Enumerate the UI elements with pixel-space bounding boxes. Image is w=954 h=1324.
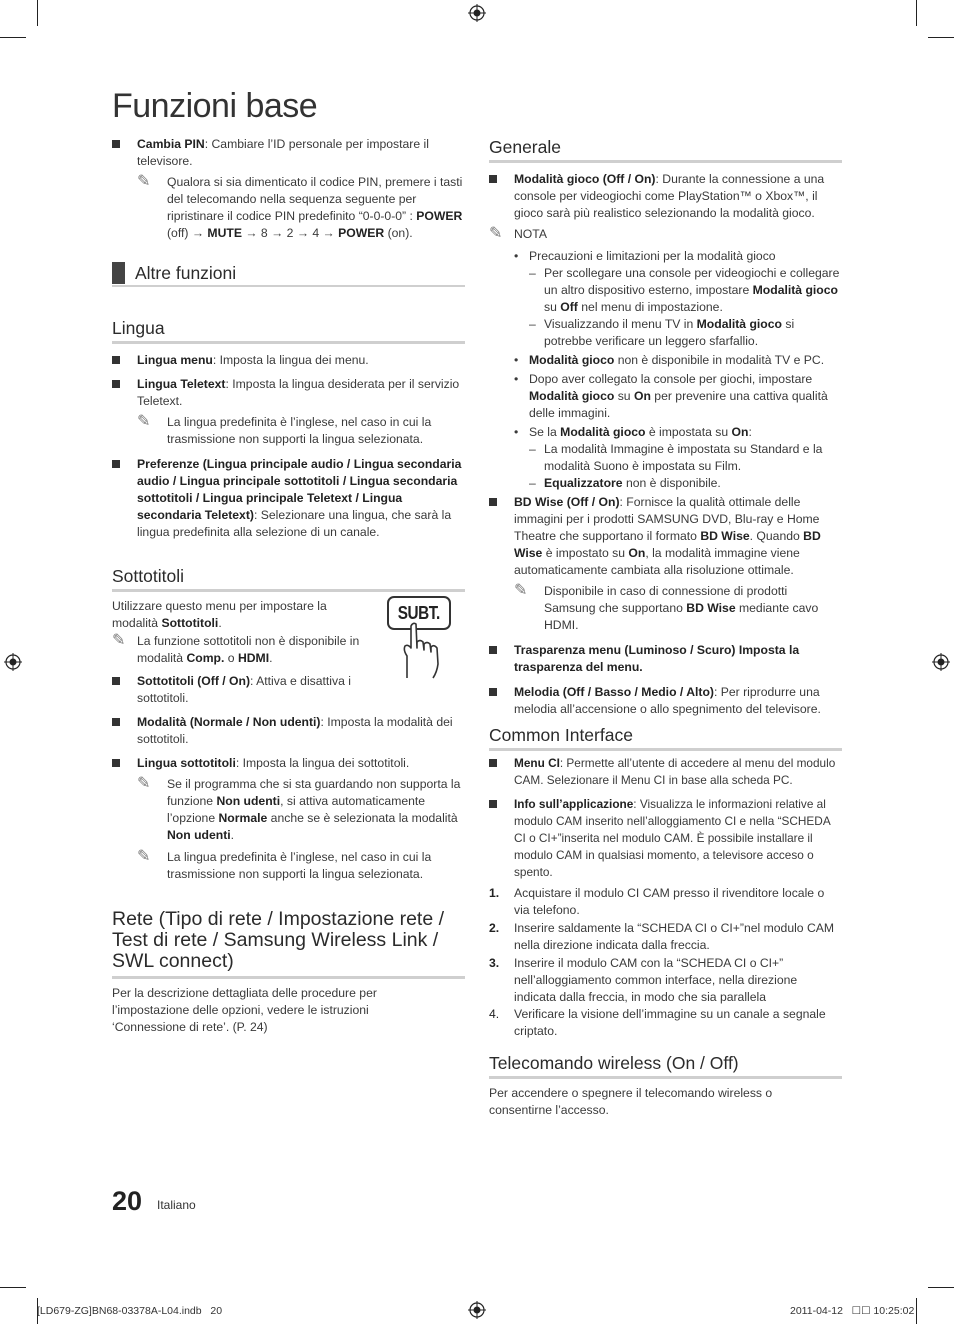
item-label: Lingua menu: [137, 353, 213, 367]
list-item: [112, 352, 465, 369]
list-item: [489, 796, 842, 881]
step-item: [489, 885, 842, 919]
step-text: Verificare la visione dell’immagine su un canale a segnale criptato.: [514, 1007, 826, 1038]
note-text: La funzione sottotitoli non è disponibile in modalità: [137, 634, 360, 665]
note-text: Se il programma che si sta guardando non supporta la funzione: [167, 777, 461, 808]
note-dash-item: [529, 475, 842, 492]
bullet-dot-icon: •: [514, 353, 519, 367]
item-text: : Cambiare l’ID personale per impostare il televisore.: [137, 137, 429, 168]
footer-date: 2011-04-12 ☐☐ 10:25:02: [790, 1305, 915, 1317]
note-text: La lingua predefinita è l’inglese, nel caso in cui la trasmissione non supporti la lingua selezionata.: [167, 850, 432, 881]
step-number: 1.: [489, 886, 500, 900]
heading-telecomando: Telecomando wireless (On / Off): [489, 1052, 842, 1079]
item-label: Modalità gioco (Off / On): [514, 172, 656, 186]
bullet-square-icon: [112, 718, 120, 726]
pencil-note-icon: ✎: [112, 632, 126, 649]
note-bold: MUTE: [207, 226, 242, 240]
list-item: [112, 136, 465, 170]
note-bold: Comp.: [186, 651, 225, 665]
bullet-square-icon: [112, 460, 120, 468]
note-text: per prevenire una cattiva qualità delle immagini.: [529, 389, 828, 420]
heading-rete: Rete (Tipo di rete / Impostazione rete / Test di rete / Samsung Wireless Link / SWL connect): [112, 909, 465, 979]
subt-remote-illustration: [385, 594, 457, 684]
pencil-note-icon: ✎: [514, 582, 528, 599]
item-bold: BD Wise: [514, 529, 821, 560]
step-number: 4.: [489, 1007, 500, 1021]
item-text: : Imposta la lingua desiderata per il servizio Teletext.: [137, 377, 460, 408]
item-text: : Attiva e disattiva i sottotitoli.: [137, 674, 351, 705]
item-text: : Fornisce la qualità ottimale delle immagini per i prodotti SAMSUNG DVD, Blu-ray e Home Theatre che supportano il formato: [514, 495, 820, 543]
note-bullet: [514, 371, 842, 422]
item-bold: BD Wise: [700, 529, 750, 543]
pencil-note-icon: ✎: [137, 775, 151, 792]
pointing-hand-icon: [397, 620, 449, 680]
note-bold: POWER: [416, 209, 463, 223]
step-text: Inserire saldamente la “SCHEDA CI o CI+”nel modulo CAM nella direzione indicata dalla freccia.: [514, 921, 835, 952]
item-text: è impostato su: [542, 546, 629, 560]
sottotitoli-intro: [112, 598, 367, 632]
note-text: Disponibile in caso di connessione di prodotti Samsung che supportano: [544, 584, 788, 615]
note-bold: Modalità gioco: [752, 283, 838, 297]
bullet-square-icon: [112, 677, 120, 685]
note-text: → 8 → 2 → 4 →: [241, 226, 339, 240]
left-column: [112, 136, 465, 1036]
note-bold: POWER: [338, 226, 385, 240]
item-label: Cambia PIN: [137, 137, 205, 151]
crop-mark: [916, 0, 917, 26]
intro-bold: Sottotitoli: [161, 616, 219, 630]
note-bold: On: [731, 425, 749, 439]
note-bold: Non udenti: [167, 828, 231, 842]
crop-mark: [0, 1287, 26, 1288]
item-label: Modalità (Normale / Non udenti): [137, 715, 321, 729]
note-header: [489, 226, 842, 243]
note-text: Qualora si sia dimenticato il codice PIN, premere i tasti del telecomando nella sequenza seguente per ripristinare il codice PIN predefinito “0-0-0-0” :: [167, 175, 463, 223]
crop-mark: [0, 37, 26, 38]
pencil-note-icon: ✎: [137, 413, 151, 430]
note-text: (on).: [384, 226, 413, 240]
item-label: Lingua Teletext: [137, 377, 226, 391]
note-text: Dopo aver collegato la console per giochi, impostare: [529, 372, 813, 386]
note-text: Se la: [529, 425, 561, 439]
note-bold: Non udenti: [216, 794, 281, 808]
list-item: [112, 673, 367, 707]
step-text: Inserire il modulo CAM con la “SCHEDA CI o CI+” nell’alloggiamento common interface, nella direzione indicata dalla freccia, in modo che sia parallela: [514, 956, 798, 1004]
note-text: su: [544, 300, 561, 314]
note-text: è impostata su: [645, 425, 732, 439]
bullet-dot-icon: •: [514, 249, 519, 263]
note-text: , si attiva automaticamente l’opzione: [167, 794, 426, 825]
bullet-square-icon: [489, 175, 497, 183]
note: [514, 583, 842, 634]
note-text: :: [748, 425, 752, 439]
note-text: Visualizzando il menu TV in: [544, 317, 697, 331]
telecomando-text: Per accendere o spegnere il telecomando wireless o consentirne l’accesso.: [489, 1086, 773, 1117]
item-text: : Selezionare una lingua, che sarà la lingua predefinita alla selezione di un canale.: [137, 508, 452, 539]
note-text: non è disponibile in modalità TV e PC.: [614, 353, 825, 367]
crop-mark: [916, 1298, 917, 1324]
step-item: [489, 955, 842, 1006]
crop-mark: [37, 0, 38, 26]
list-item: [112, 456, 465, 541]
heading-common-interface: Common Interface: [489, 724, 842, 751]
item-text: : Imposta la lingua dei sottotitoli.: [235, 756, 410, 770]
bullet-square-icon: [112, 759, 120, 767]
note-text: anche se è selezionata la modalità: [267, 811, 458, 825]
note-bullet: [514, 248, 842, 265]
note-bold: HDMI: [237, 651, 270, 665]
list-item: [112, 714, 465, 748]
sottotitoli-block: [112, 598, 465, 707]
step-number: 3.: [489, 956, 500, 970]
note-text: su: [614, 389, 634, 403]
section-header-altre-funzioni: [112, 262, 465, 287]
registration-mark-icon: [4, 653, 22, 671]
note-text: La modalità Immagine è impostata su Standard e la modalità Suono è impostata su Film.: [544, 442, 823, 473]
note-bullet: [514, 352, 842, 369]
step-item: [489, 920, 842, 954]
item-text: : Per riprodurre una melodia all’accensione o allo spegnimento del televisore.: [514, 685, 821, 716]
section-title: Altre funzioni: [135, 262, 237, 283]
subt-button-label: SUBT.: [397, 602, 441, 623]
item-text: : Imposta la modalità dei sottotitoli.: [137, 715, 453, 746]
item-text: : Visualizza le informazioni relative al modulo CAM inserito nell’alloggiamento CI e nella “SCHEDA CI o CI+”inserita nel modulo CAM. È possibile installare il modulo CAM in qualsiasi momento, a televisore acceso o spento.: [514, 797, 831, 879]
bullet-square-icon: [112, 380, 120, 388]
bullet-square-icon: [489, 646, 497, 654]
rete-text: Per la descrizione dettagliata delle procedure per l’impostazione delle opzioni, vedere le istruzioni ‘Connessione di rete’. (P. 24): [112, 986, 377, 1034]
bullet-square-icon: [112, 140, 120, 148]
item-text: . Quando: [749, 529, 804, 543]
bullet-dot-icon: •: [514, 372, 519, 386]
note-dash-item: [529, 316, 842, 350]
note-text: Per scollegare una console per videogiochi e collegare un altro dispositivo esterno, impostare: [544, 266, 840, 297]
intro-text: Utilizzare questo menu per impostare la modalità: [112, 599, 327, 630]
note-text: (off) →: [167, 226, 208, 240]
pencil-note-icon: ✎: [137, 848, 151, 865]
item-label: BD Wise (Off / On): [514, 495, 620, 509]
note-bold: Normale: [218, 811, 268, 825]
note-text: mediante cavo HDMI.: [544, 601, 819, 632]
note-text: o: [224, 651, 238, 665]
bullet-square-icon: [489, 800, 497, 808]
note: [137, 414, 465, 448]
heading-lingua: Lingua: [112, 317, 465, 344]
note: [137, 174, 465, 242]
pencil-note-icon: ✎: [489, 225, 503, 242]
list-item: [489, 494, 842, 579]
note-text: Precauzioni e limitazioni per la modalità gioco: [529, 249, 776, 263]
dash-icon: –: [529, 266, 536, 280]
note-bold: Equalizzatore: [544, 476, 623, 490]
note-dash-item: [529, 265, 842, 316]
bullet-dot-icon: •: [514, 425, 519, 439]
note-bold: BD Wise: [686, 601, 736, 615]
heading-sottotitoli: Sottotitoli: [112, 565, 465, 592]
nota-label: NOTA: [514, 227, 547, 241]
page-title: Funzioni base: [112, 87, 318, 125]
note-bold: Off: [560, 300, 578, 314]
step-number: 2.: [489, 921, 500, 935]
intro-text: .: [218, 616, 222, 630]
pencil-note-icon: ✎: [137, 173, 151, 190]
list-item: [489, 755, 842, 789]
item-text: : Permette all’utente di accedere al menu del modulo CAM. Selezionare il Menu CI in base alla scheda PC.: [514, 756, 836, 787]
registration-mark-icon: [932, 653, 950, 671]
page-number: 20: [112, 1186, 143, 1216]
list-item: [489, 171, 842, 222]
note-dash-item: [529, 441, 842, 475]
bullet-square-icon: [489, 498, 497, 506]
dash-icon: –: [529, 442, 536, 456]
heading-generale: Generale: [489, 136, 842, 163]
item-label: Menu CI: [514, 756, 560, 770]
note-bold: Modalità gioco: [696, 317, 782, 331]
bullet-square-icon: [112, 356, 120, 364]
list-item: [489, 642, 842, 676]
step-item: [489, 1006, 842, 1040]
item-text: , la modalità immagine viene automaticamente cambiata alla risoluzione ottimale.: [514, 546, 800, 577]
page-language: Italiano: [157, 1198, 196, 1212]
note-bold: On: [633, 389, 651, 403]
note-bold: Modalità gioco: [529, 353, 615, 367]
note: [112, 633, 367, 667]
note: [137, 849, 465, 883]
right-column: [489, 136, 842, 1119]
note: [137, 776, 465, 844]
list-item: [112, 376, 465, 410]
footer-file: [LD679-ZG]BN68-03378A-L04.indb 20: [37, 1305, 223, 1317]
dash-icon: –: [529, 476, 536, 490]
dash-icon: –: [529, 317, 536, 331]
crop-mark: [928, 37, 954, 38]
item-bold: On: [628, 546, 646, 560]
note-text: .: [269, 651, 273, 665]
section-marker-icon: [112, 262, 125, 284]
item-label: Trasparenza menu (Luminoso / Scuro) Imposta la trasparenza del menu.: [514, 643, 800, 674]
item-label: Sottotitoli (Off / On): [137, 674, 251, 688]
nota-list: [514, 248, 842, 492]
note-bold: Modalità gioco: [529, 389, 615, 403]
item-label: Lingua sottotitoli: [137, 756, 236, 770]
item-label: Info sull’applicazione: [514, 797, 634, 811]
bullet-square-icon: [489, 759, 497, 767]
note-text: si potrebbe verificare un leggero sfarfallio.: [544, 317, 795, 348]
step-text: Acquistare il modulo CI CAM presso il rivenditore locale o via telefono.: [514, 886, 825, 917]
registration-mark-icon: [468, 4, 486, 22]
crop-mark: [928, 1287, 954, 1288]
item-label: Preferenze (Lingua principale audio / Lingua secondaria audio / Lingua principale sottotitoli / Lingua secondaria sottotitoli / Lingua principale Teletext / Lingua secondaria Teletext): [137, 457, 462, 522]
registration-mark-icon: [468, 1301, 486, 1319]
note-bold: Modalità gioco: [560, 425, 646, 439]
bullet-square-icon: [489, 688, 497, 696]
item-label: Melodia (Off / Basso / Medio / Alto): [514, 685, 714, 699]
list-item: [489, 684, 842, 718]
note-text: nel menu di impostazione.: [577, 300, 723, 314]
note-bullet: [514, 424, 842, 441]
note-text: .: [230, 828, 235, 842]
note-text: La lingua predefinita è l’inglese, nel caso in cui la trasmissione non supporti la lingua selezionata.: [167, 415, 432, 446]
item-text: : Durante la connessione a una console per videogiochi come PlayStation™ o Xbox™, il gioco sarà più realistico selezionando la modalità gioco.: [514, 172, 825, 220]
list-item: [112, 755, 465, 772]
item-text: : Imposta la lingua dei menu.: [212, 353, 369, 367]
note-text: non è disponibile.: [622, 476, 721, 490]
